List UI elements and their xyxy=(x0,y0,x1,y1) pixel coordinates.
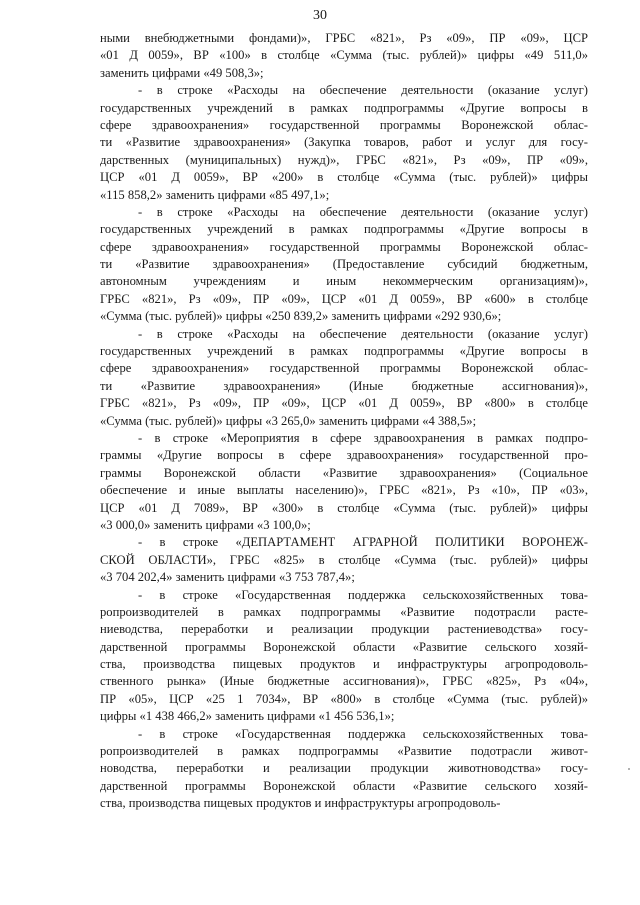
text-line: сфере здравоохранения» государственной программы Воронежской облас- xyxy=(100,361,588,376)
text-line: ниеводства, переработки и реализации продукции растениеводства» госу- xyxy=(100,622,588,637)
text-line: дарственной программы Воронежской области «Развитие сельского хозяй- xyxy=(100,778,588,793)
paragraph xyxy=(100,204,588,326)
text-line: ПР «05», ЦСР «25 1 7034», ВР «800» в столбце «Сумма (тыс. рублей)» xyxy=(100,691,588,706)
text-line: - в строке «Расходы на обеспечение деятельности (оказание услуг) xyxy=(138,326,588,341)
text-line: граммы Воронежской области «Развитие здравоохранения» (Социальное xyxy=(100,465,588,480)
text-line: ти «Развитие здравоохранения» (Иные бюджетные ассигнования)», xyxy=(100,378,588,393)
text-line: «Сумма (тыс. рублей)» цифры «3 265,0» заменить цифрами «4 388,5»; xyxy=(100,413,477,428)
document-body xyxy=(100,30,588,813)
text-line: ропроизводителей в рамках подпрограммы «Развитие подотрасли живот- xyxy=(100,744,588,759)
text-line: ства, производства пищевых продуктов и инфраструктуры агропродоволь- xyxy=(100,796,501,811)
paragraph xyxy=(100,587,588,726)
text-line: государственных учреждений в рамках подпрограммы «Другие вопросы в xyxy=(100,222,588,237)
text-line: - в строке «Расходы на обеспечение деятельности (оказание услуг) xyxy=(138,83,588,98)
page-number: 30 xyxy=(313,8,327,23)
paragraph xyxy=(100,326,588,430)
paragraph xyxy=(100,430,588,534)
text-line: обеспечение и иные выплаты населению)», ГРБС «821», Рз «10», ПР «03», xyxy=(100,483,588,498)
text-line: сфере здравоохранения» государственной программы Воронежской облас- xyxy=(100,117,588,132)
text-line: ропроизводителей в рамках подпрограммы «Развитие подотрасли расте- xyxy=(100,604,588,619)
text-line: «01 Д 0059», ВР «100» в столбце «Сумма (тыс. рублей)» цифры «49 511,0» xyxy=(100,48,588,63)
text-line: государственных учреждений в рамках подпрограммы «Другие вопросы в xyxy=(100,344,588,359)
text-line: - в строке «Мероприятия в сфере здравоохранения в рамках подпро- xyxy=(138,430,588,445)
text-line: - в строке «Государственная поддержка сельскохозяйственных това- xyxy=(138,587,588,602)
text-line: ГРБС «821», Рз «09», ПР «09», ЦСР «01 Д 0059», ВР «800» в столбце xyxy=(100,396,588,411)
paragraph xyxy=(100,30,588,82)
text-line: ЦСР «01 Д 0059», ВР «200» в столбце «Сумма (тыс. рублей)» цифры xyxy=(100,170,588,185)
text-line: государственных учреждений в рамках подпрограммы «Другие вопросы в xyxy=(100,100,588,115)
text-line: СКОЙ ОБЛАСТИ», ГРБС «825» в столбце «Сумма (тыс. рублей)» цифры xyxy=(100,552,588,567)
text-line: ными внебюджетными фондами)», ГРБС «821», Рз «09», ПР «09», ЦСР xyxy=(100,31,588,45)
text-line: ти «Развитие здравоохранения» (Закупка товаров, работ и услуг для госу- xyxy=(100,135,588,150)
paragraph xyxy=(100,534,588,586)
text-line: сфере здравоохранения» государственной программы Воронежской облас- xyxy=(100,239,588,254)
text-line: ГРБС «821», Рз «09», ПР «09», ЦСР «01 Д 0059», ВР «600» в столбце xyxy=(100,291,588,306)
paragraph xyxy=(100,726,588,813)
text-line: заменить цифрами «49 508,3»; xyxy=(100,65,264,80)
text-line: «3 704 202,4» заменить цифрами «3 753 787,4»; xyxy=(100,570,355,585)
text-line: дарственных (муниципальных) нужд)», ГРБС «821», Рз «09», ПР «09», xyxy=(100,152,588,167)
text-line: - в строке «Расходы на обеспечение деятельности (оказание услуг) xyxy=(138,204,588,219)
text-line: цифры «1 438 466,2» заменить цифрами «1 456 536,1»; xyxy=(100,709,395,724)
text-line: граммы «Другие вопросы в сфере здравоохранения» государственной про- xyxy=(100,448,588,463)
text-line: новодства, переработки и реализации продукции животноводства» госу- xyxy=(100,761,588,776)
paragraph xyxy=(100,82,588,204)
text-line: «115 858,2» заменить цифрами «85 497,1»; xyxy=(100,187,330,202)
text-line: - в строке «Государственная поддержка сельскохозяйственных това- xyxy=(138,726,588,741)
text-line: ЦСР «01 Д 7089», ВР «300» в столбце «Сумма (тыс. рублей)» цифры xyxy=(100,500,588,515)
text-line: «Сумма (тыс. рублей)» цифры «250 839,2» заменить цифрами «292 930,6»; xyxy=(100,309,502,324)
text-line: - в строке «ДЕПАРТАМЕНТ АГРАРНОЙ ПОЛИТИКИ ВОРОНЕЖ- xyxy=(138,535,588,550)
text-line: автономным учреждениям и иным некоммерческим организациям)», xyxy=(100,274,588,289)
text-line: ства, производства пищевых продуктов и инфраструктуры агропродоволь- xyxy=(100,657,588,672)
text-line: ти «Развитие здравоохранения» (Предоставление субсидий бюджетным, xyxy=(100,257,588,272)
text-line: ственного рынка» (Иные бюджетные ассигнования)», ГРБС «825», Рз «04», xyxy=(100,674,588,689)
text-line: «3 000,0» заменить цифрами «3 100,0»; xyxy=(100,517,311,532)
text-line: дарственной программы Воронежской области «Развитие сельского хозяй- xyxy=(100,639,588,654)
scan-artifact xyxy=(628,768,630,770)
